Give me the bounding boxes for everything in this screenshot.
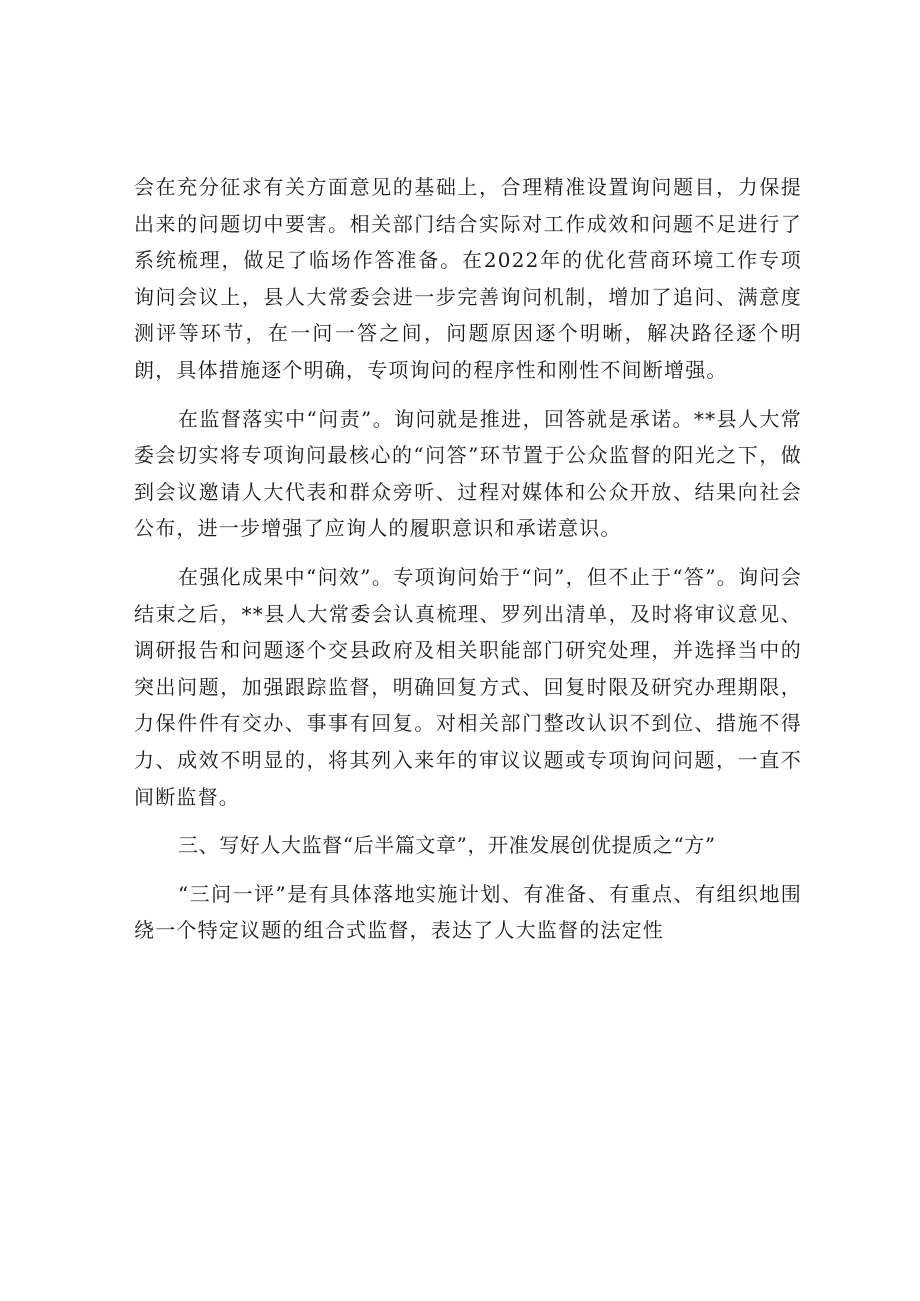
paragraph-continuation: 会在充分征求有关方面意见的基础上，合理精准设置询问题目，力保提出来的问题切中要害。相关部门结合实际对工作成效和问题不足进行了系统梳理，做足了临场作答准备。在2022年的优化营商环境工作专项询问会议上，县人大常委会进一步完善询问机制，增加了追问、满意度测评等环节，在一问一答之间，问题原因逐个明晰，解决路径逐个明朗，具体措施逐个明确，专项询问的程序性和刚性不间断增强。 [134,175,802,382]
paragraph-accountability: 在监督落实中“问责”。询问就是推进，回答就是承诺。**县人大常委会切实将专项询问最核心的“问答”环节置于公众监督的阳光之下，做到会议邀请人大代表和群众旁听、过程对媒体和公众开放、结果向社会公布，进一步增强了应询人的履职意识和承诺意识。 [134,406,802,541]
paragraph-three-questions: “三问一评”是有具体落地实施计划、有准备、有重点、有组织地围绕一个特定议题的组合式监督，表达了人大监督的法定性 [134,881,802,943]
document-body [134,169,802,961]
paragraph-effectiveness: 在强化成果中“问效”。专项询问始于“问”，但不止于“答”。询问会结束之后，**县人大常委会认真梳理、罗列出清单，及时将审议意见、调研报告和问题逐个交县政府及相关职能部门研究处理，并选择当中的突出问题，加强跟踪监督，明确回复方式、回复时限及研究办理期限，力保件件有交办、事事有回复。对相关部门整改认识不到位、措施不得力、成效不明显的，将其列入来年的审议议题或专项询问问题，一直不间断监督。 [134,564,802,809]
section-heading-three: 三、写好人大监督“后半篇文章”，开准发展创优提质之“方” [178,833,716,858]
